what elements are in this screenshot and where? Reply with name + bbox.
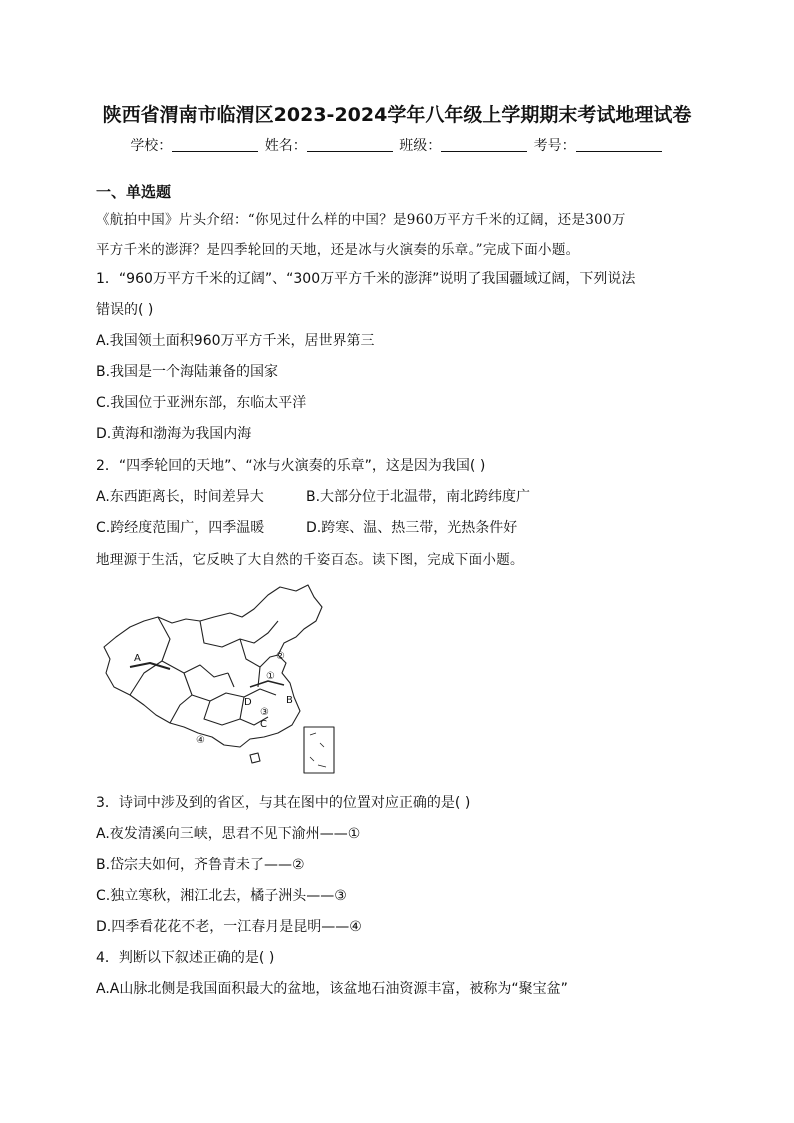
number-label: 考号： (533, 138, 576, 154)
q2-stem: 2．“四季轮回的天地”、“冰与火演奏的乐章”，这是因为我国( ) (96, 458, 486, 474)
class-blank[interactable] (441, 137, 527, 152)
q3-option-c[interactable]: C.独立寒秋，湘江北去，橘子洲头——③ (96, 888, 347, 904)
section-heading: 一、单选题 (96, 183, 172, 201)
q2-options-row2 (96, 517, 517, 537)
q3-option-a[interactable]: A.夜发清溪向三峡，思君不见下渝州——① (96, 826, 361, 842)
province-line-6 (228, 667, 260, 719)
map-marker-1: ① (266, 671, 275, 682)
q2-option-a[interactable]: A.东西距离长，时间差异大 (96, 489, 264, 505)
name-blank[interactable] (307, 137, 393, 152)
q1-stem-line2: 错误的( ) (96, 302, 154, 318)
map-marker-2: ② (276, 651, 285, 662)
map-label-d: D (244, 697, 252, 708)
q1-option-b[interactable]: B.我国是一个海陆兼备的国家 (96, 364, 279, 380)
province-line-4 (204, 701, 268, 725)
exam-title: 陕西省渭南市临渭区2023-2024学年八年级上学期期末考试地理试卷 (102, 104, 692, 126)
school-label: 学校： (130, 138, 173, 154)
china-map-figure (100, 577, 340, 777)
q3-option-b[interactable]: B.岱宗夫如何，齐鲁青未了——② (96, 857, 305, 873)
q2-option-b[interactable]: B.大部分位于北温带，南北跨纬度广 (306, 489, 531, 505)
hainan-island (250, 753, 260, 763)
q2-option-d[interactable]: D.跨寒、温、热三带，光热条件好 (306, 520, 518, 536)
province-line-5 (240, 639, 278, 667)
intro1-line1: 《航拍中国》片头介绍：“你见过什么样的中国？是960万平方千米的辽阔，还是300万 (96, 212, 626, 228)
map-label-c: C (260, 719, 267, 730)
q3-stem: 3．诗词中涉及到的省区，与其在图中的位置对应正确的是( ) (96, 795, 471, 811)
q1-option-d[interactable]: D.黄海和渤海为我国内海 (96, 426, 252, 442)
map-label-b: B (286, 695, 293, 706)
student-info-line (0, 135, 794, 155)
intro2: 地理源于生活，它反映了大自然的千姿百态。读下图，完成下面小题。 (96, 552, 524, 568)
class-label: 班级： (399, 138, 442, 154)
province-line-7 (130, 661, 192, 723)
province-line-2 (200, 621, 278, 647)
map-marker-4: ④ (196, 735, 205, 746)
q4-stem: 4．判断以下叙述正确的是( ) (96, 950, 275, 966)
q2-options-row1 (96, 486, 530, 506)
q1-option-a[interactable]: A.我国领土面积960万平方千米，居世界第三 (96, 333, 375, 349)
map-marker-3: ③ (260, 707, 269, 718)
q2-option-c[interactable]: C.跨经度范围广，四季温暖 (96, 520, 265, 536)
name-label: 姓名： (264, 138, 307, 154)
number-blank[interactable] (576, 137, 662, 152)
q4-option-a[interactable]: A.A山脉北侧是我国面积最大的盆地，该盆地石油资源丰富，被称为“聚宝盆” (96, 981, 568, 997)
inset-detail (310, 733, 326, 767)
map-label-a: A (134, 653, 141, 664)
q1-option-c[interactable]: C.我国位于亚洲东部，东临太平洋 (96, 395, 307, 411)
intro1-line2: 平方千米的澎湃？是四季轮回的天地，还是冰与火演奏的乐章。”完成下面小题。 (96, 242, 580, 258)
q1-stem-line1: 1．“960万平方千米的辽阔”、“300万平方千米的澎湃”说明了我国疆域辽阔，下列说法 (96, 271, 636, 287)
school-blank[interactable] (172, 137, 258, 152)
q3-option-d[interactable]: D.四季看花花不老，一江春月是昆明——④ (96, 919, 362, 935)
south-sea-inset (304, 727, 334, 773)
